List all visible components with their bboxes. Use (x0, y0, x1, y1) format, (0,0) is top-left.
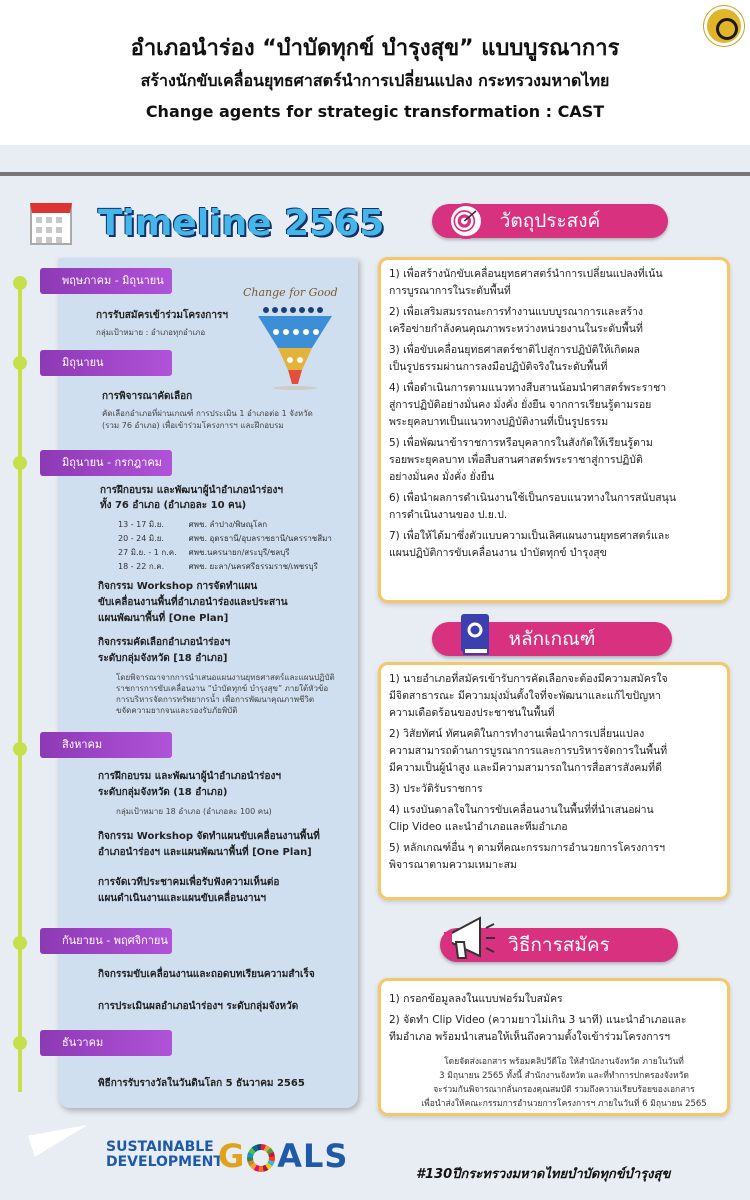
calendar-icon (30, 203, 72, 245)
apply-line: ทีมอำเภอ พร้อมนำเสนอให้เห็นถึงความตั้งใจเข้าร่วมโครงการฯ (389, 1031, 671, 1043)
timeline-item: แผนดำเนินงานและแผนขับเคลื่อนงานฯ (98, 893, 266, 904)
timeline-item: กิจกรรมขับเคลื่อนงานและถอดบทเรียนความสำเร็จ (98, 969, 315, 980)
criteria-item (389, 781, 719, 798)
schedule-row (118, 547, 342, 559)
objective-item (389, 435, 719, 486)
timeline-item: กิจกรรม Workshop การจัดทำแผน (98, 581, 258, 592)
submission-note (398, 1055, 730, 1111)
period-tag: พฤษภาคม - มิถุนายน (40, 268, 172, 294)
criteria-line: พิจารณาตามความเหมาะสม (389, 859, 517, 871)
period-tag: ธันวาคม (40, 1030, 172, 1056)
note-line: 3 มิถุนายน 2565 ทั้งนี้ สำนักงานจังหวัด และที่ทำการปกครองจังหวัด (439, 1071, 689, 1081)
objective-line: เป็นรูปธรรมผ่านการลงมือปฏิบัติจริงในระดับพื้นที่ (389, 361, 608, 373)
objective-line: การบูรณาการในระดับพื้นที่ (389, 285, 511, 297)
objective-item (389, 342, 719, 376)
schedule-date: 18 - 22 ก.ค. (118, 562, 165, 571)
timeline-detail: ขจัดความยากจนและรองรับภัยพิบัติ (116, 706, 238, 715)
book-icon (458, 612, 492, 656)
criteria-line: Clip Video และนำอำเภอและทีมอำเภอ (389, 821, 568, 833)
sdg-line: DEVELOPMENT (106, 1154, 223, 1170)
megaphone-icon (442, 914, 498, 964)
page-subtitle: สร้างนักขับเคลื่อนยุทธศาสตร์นำการเปลี่ยนแปลง กระทรวงมหาดไทย (140, 71, 610, 90)
note-line: โดยจัดส่งเอกสาร พร้อมคลิปวีดีโอ ให้สำนักงานจังหวัด ภายในวันที่ (444, 1057, 684, 1067)
timeline-dot (13, 356, 27, 370)
criteria-line: มีความเป็นผู้นำสูง และมีความสามารถในการสื่อสารสังคมที่ดี (389, 762, 662, 774)
funnel-illustration (256, 304, 334, 390)
timeline-detail: (รวม 76 อำเภอ) เพื่อเข้าร่วมโครงการฯ และฝึกอบรม (102, 421, 284, 430)
criteria-item (389, 671, 719, 722)
timeline-item: ขับเคลื่อนงานพื้นที่อำเภอนำร่องและประสาน (98, 597, 288, 608)
goals-letter: G (218, 1137, 246, 1175)
objective-line: อย่างมั่นคง มั่งคั่ง ยั่งยืน (389, 471, 495, 483)
schedule-place: ศพช. ยะลา/นครศรีธรรมราช/เพชรบุรี (188, 562, 318, 571)
timeline-line (18, 282, 22, 1092)
timeline-dot (13, 1036, 27, 1050)
schedule-place: ศพช.นครนายก/สระบุรี/ชลบุรี (188, 548, 290, 557)
objective-item (389, 304, 719, 338)
page-title: อำเภอนำร่อง “บำบัดทุกข์ บำรุงสุข” แบบบูรณาการ (130, 36, 620, 61)
objective-line: 7) เพื่อให้ได้มาซึ่งตัวแบบความเป็นเลิศแผนงานยุทธศาสตร์และ (389, 530, 670, 542)
timeline-detail: กลุ่มเป้าหมาย : อำเภอทุกอำเภอ (96, 328, 206, 337)
timeline-detail: คัดเลือกอำเภอที่ผ่านเกณฑ์ การประเมิน 1 อำเภอต่อ 1 จังหวัด (102, 409, 313, 418)
objective-line: สู่การปฏิบัติอย่างมั่นคง มั่งคั่ง ยั่งยืน จากการเรียนรู้ตามรอย (389, 399, 652, 411)
note-line: เพื่อนำส่งให้คณะกรรมการอำนวยการโครงการฯ ภายในวันที่ 6 มิถุนายน 2565 (421, 1099, 707, 1109)
criteria-card (378, 662, 730, 900)
schedule-place: ศพช. ลำปาง/พิษณุโลก (188, 520, 268, 529)
english-subtitle: Change agents for strategic transformation : CAST (145, 102, 605, 121)
timeline-item: กิจกรรมคัดเลือกอำเภอนำร่องฯ (98, 637, 231, 648)
timeline-item: การพิจารณาคัดเลือก (102, 391, 193, 402)
period-tag: มิถุนายน (40, 350, 172, 376)
apply-line: 2) จัดทำ Clip Video (ความยาวไม่เกิน 3 นาที) แนะนำอำเภอและ (389, 1014, 687, 1026)
timeline-detail: ราชการการขับเคลื่อนงาน “บำบัดทุกข์ บำรุงสุข” ภายใต้หัวข้อ (116, 684, 329, 693)
criteria-item (389, 726, 719, 777)
objective-item (389, 528, 719, 562)
objective-line: การดำเนินงานของ ป.ย.ป. (389, 509, 508, 521)
period-tag: มิถุนายน - กรกฎาคม (40, 450, 172, 476)
timeline-item: การฝึกอบรม และพัฒนาผู้นำอำเภอนำร่องฯ (100, 485, 284, 496)
schedule-place: ศพช. อุดรธานี/อุบลราชธานี/นครราชสีมา (188, 534, 332, 543)
apply-item (389, 1012, 719, 1046)
objective-line: แผนปฏิบัติการขับเคลื่อนงาน บำบัดทุกข์ บำรุงสุข (389, 547, 607, 559)
timeline-dot (13, 456, 27, 470)
ministry-seal-icon (704, 6, 744, 46)
sdg-wordmark (106, 1140, 223, 1170)
objective-line: 3) เพื่อขับเคลื่อนยุทธศาสตร์ชาติไปสู่การปฏิบัติให้เกิดผล (389, 344, 640, 356)
criteria-line: 3) ประวัติรับราชการ (389, 783, 483, 795)
timeline-dot (13, 276, 27, 290)
criteria-item (389, 840, 719, 874)
objective-line: 2) เพื่อเสริมสมรรถนะการทำงานแบบบูรณาการและสร้าง (389, 306, 644, 318)
schedule-row (118, 533, 342, 545)
criteria-line: 4) แรงบันดาลใจในการขับเคลื่อนงานในพื้นที่ที่นำเสนอผ่าน (389, 804, 654, 816)
timeline-detail: การบริหารจัดการทรัพยากรน้ำ เพื่อการพัฒนาคุณภาพชีวิต (116, 695, 315, 704)
criteria-item (389, 802, 719, 836)
objectives-heading: วัตถุประสงค์ (432, 204, 668, 238)
apply-item (389, 991, 719, 1008)
target-icon (448, 203, 484, 239)
objectives-card (378, 257, 730, 603)
timeline-item: อำเภอนำร่องฯ และแผนพัฒนาพื้นที่ [One Plan] (98, 847, 312, 858)
goals-wordmark (218, 1137, 348, 1175)
timeline-item: การฝึกอบรม และพัฒนาผู้นำอำเภอนำร่องฯ (98, 771, 282, 782)
training-schedule (116, 517, 344, 575)
sdg-wheel-icon (246, 1143, 276, 1173)
timeline-dot (13, 936, 27, 950)
apply-heading: วิธีการสมัคร (440, 928, 678, 962)
header (0, 0, 750, 145)
criteria-line: ความสามารถด้านการบูรณาการและการบริหารจัดการในพื้นที่ (389, 745, 668, 757)
objective-line: 1) เพื่อสร้างนักขับเคลื่อนยุทธศาสตร์นำการเปลี่ยนแปลงที่เน้น (389, 268, 663, 280)
schedule-row (118, 561, 342, 573)
objective-item (389, 380, 719, 431)
timeline-item: การประเมินผลอำเภอนำร่องฯ ระดับกลุ่มจังหวัด (98, 1001, 299, 1012)
schedule-date: 20 - 24 มิ.ย. (118, 534, 164, 543)
schedule-date: 27 มิ.ย. - 1 ก.ค. (118, 548, 177, 557)
schedule-row (118, 519, 342, 531)
objective-line: รอยพระยุคลบาท เพื่อสืบสานศาสตร์พระราชาสู่การปฏิบัติ (389, 454, 643, 466)
timeline-item: ระดับกลุ่มจังหวัด [18 อำเภอ] (98, 653, 228, 664)
timeline-detail: โดยพิจารณาจากการนำเสนอแผนงานยุทธศาสตร์และแผนปฏิบัติ (116, 673, 335, 682)
hashtag: #130ปีกระทรวงมหาดไทยบำบัดทุกข์บำรุงสุข (416, 1167, 671, 1182)
timeline-item: พิธีการรับรางวัลในวันดินโลก 5 ธันวาคม 2565 (98, 1078, 305, 1089)
note-line: จะร่วมกันพิจารณากลั่นกรองคุณสมบัติ รวมถึงความเรียบร้อยของเอกสาร (433, 1085, 695, 1095)
objective-item (389, 490, 719, 524)
criteria-heading: หลักเกณฑ์ (432, 622, 672, 656)
period-tag: สิงหาคม (40, 732, 172, 758)
objective-line: 4) เพื่อดำเนินการตามแนวทางสืบสานน้อมนำศาสตร์พระราชา (389, 382, 667, 394)
timeline-item: ระดับกลุ่มจังหวัด (18 อำเภอ) (98, 787, 228, 798)
timeline-item: การจัดเวทีประชาคมเพื่อรับฟังความเห็นต่อ (98, 877, 280, 888)
criteria-line: 2) วิสัยทัศน์ ทัศนคติในการทำงานเพื่อนำการเปลี่ยนแปลง (389, 728, 645, 740)
period-tag: กันยายน - พฤศจิกายน (40, 928, 172, 954)
objective-item (389, 266, 719, 300)
criteria-line: 1) นายอำเภอที่สมัครเข้ารับการคัดเลือกจะต้องมีความสมัครใจ (389, 673, 668, 685)
objective-line: 5) เพื่อพัฒนาข้าราชการหรือบุคลากรในสังกัดให้เรียนรู้ตาม (389, 437, 653, 449)
timeline-dot (13, 742, 27, 756)
timeline-item: การรับสมัครเข้าร่วมโครงการฯ (96, 310, 228, 321)
timeline-item: กิจกรรม Workshop จัดทำแผนขับเคลื่อนงานพื้นที่ (98, 831, 320, 842)
schedule-date: 13 - 17 มิ.ย. (118, 520, 164, 529)
criteria-line: มีจิตสาธารณะ มีความมุ่งมั่นตั้งใจที่จะพัฒนาและแก้ไขปัญหา (389, 690, 661, 702)
paper-plane-icon (28, 1117, 92, 1156)
goals-letters: ALS (277, 1137, 349, 1175)
divider (0, 172, 750, 176)
change-for-good-label: Change for Good (243, 286, 338, 299)
objective-line: พระยุคลบาทเป็นแนวทางปฏิบัติงานที่เป็นรูปธรรม (389, 416, 609, 428)
sdg-line: SUSTAINABLE (106, 1139, 214, 1155)
apply-line: 1) กรอกข้อมูลลงในแบบฟอร์มใบสมัคร (389, 993, 563, 1005)
objective-line: 6) เพื่อนำผลการดำเนินงานใช้เป็นกรอบแนวทางในการสนับสนุน (389, 492, 676, 504)
timeline-item: ทั้ง 76 อำเภอ (อำเภอละ 10 คน) (100, 500, 247, 511)
timeline-item: แผนพัฒนาพื้นที่ [One Plan] (98, 613, 229, 624)
criteria-line: 5) หลักเกณฑ์อื่น ๆ ตามที่คณะกรรมการอำนวยการโครงการฯ (389, 842, 665, 854)
timeline-title: Timeline 2565 (98, 203, 385, 244)
objective-line: เครือข่ายกำลังคนคุณภาพระหว่างหน่วยงานในระดับพื้นที่ (389, 323, 643, 335)
criteria-line: ความเดือดร้อนของประชาชนในพื้นที่ (389, 707, 555, 719)
timeline-detail: กลุ่มเป้าหมาย 18 อำเภอ (อำเภอละ 100 คน) (116, 807, 272, 816)
